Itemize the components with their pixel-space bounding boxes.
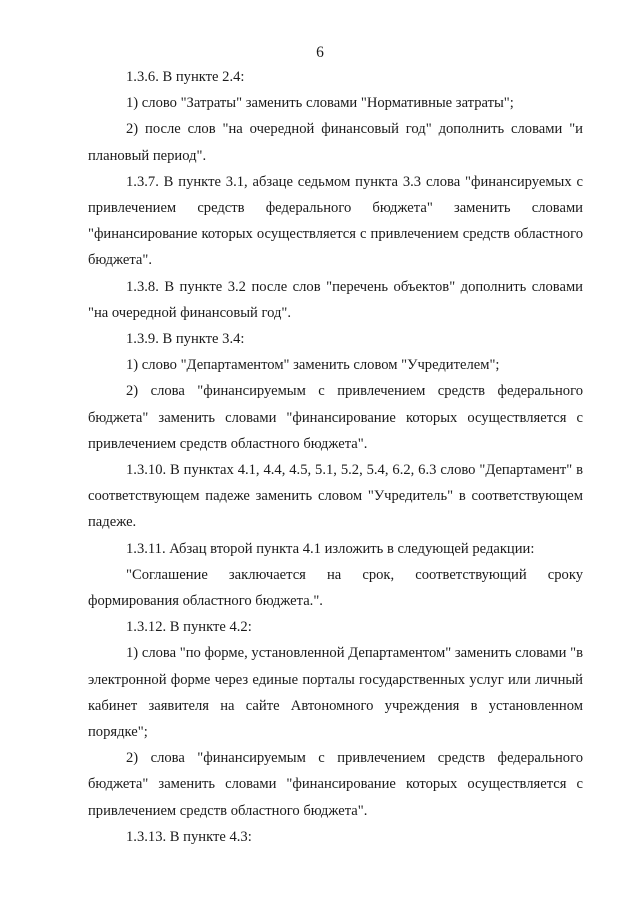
paragraph-1-3-12: 1.3.12. В пункте 4.2: — [126, 619, 252, 636]
document-body — [88, 64, 583, 850]
paragraph-1-3-9-item-2: 2) слова "финансируемым с привлечением средств федерального бюджета" заменить словами "финансирование которых осуществляется с привлечением средств областного бюджета". — [88, 383, 583, 452]
paragraph-1-3-8: 1.3.8. В пункте 3.2 после слов "перечень объектов" дополнить словами "на очередной финансовый год". — [88, 278, 583, 321]
paragraph-1-3-9-item-1: 1) слово "Департаментом" заменить словом "Учредителем"; — [126, 357, 500, 374]
paragraph-1-3-6: 1.3.6. В пункте 2.4: — [126, 69, 245, 85]
paragraph-1-3-13: 1.3.13. В пункте 4.3: — [126, 828, 252, 845]
paragraph-1-3-7: 1.3.7. В пункте 3.1, абзаце седьмом пункта 3.3 слова "финансируемых с привлечением средств федерального бюджета" заменить словами "финансирование которых осуществляется с привлечением средств областного бюджета". — [88, 173, 583, 269]
paragraph-1-3-12-item-1: 1) слова "по форме, установленной Департаментом" заменить словами "в электронной форме через единые порталы государственных услуг или личный кабинет заявителя на сайте Автономного учреждения в установленном порядке"; — [88, 645, 583, 741]
paragraph-1-3-11: 1.3.11. Абзац второй пункта 4.1 изложить в следующей редакции: — [126, 540, 535, 557]
paragraph-1-3-10: 1.3.10. В пунктах 4.1, 4.4, 4.5, 5.1, 5.2, 5.4, 6.2, 6.3 слово "Департамент" в соответствующем падеже заменить словом "Учредитель" в соответствующем падеже. — [88, 462, 583, 531]
paragraph-1-3-9: 1.3.9. В пункте 3.4: — [126, 331, 245, 348]
paragraph-1-3-11-quote: "Соглашение заключается на срок, соответствующий сроку формирования областного бюджета.". — [88, 566, 583, 610]
paragraph-1-3-6-item-1: 1) слово "Затраты" заменить словами "Нормативные затраты"; — [126, 95, 514, 112]
page-number: 6 — [316, 44, 324, 61]
paragraph-1-3-6-item-2: 2) после слов "на очередной финансовый год" дополнить словами "и плановый период". — [88, 121, 583, 164]
paragraph-1-3-12-item-2: 2) слова "финансируемым с привлечением средств федерального бюджета" заменить словами "финансирование которых осуществляется с привлечением средств областного бюджета". — [88, 750, 583, 819]
